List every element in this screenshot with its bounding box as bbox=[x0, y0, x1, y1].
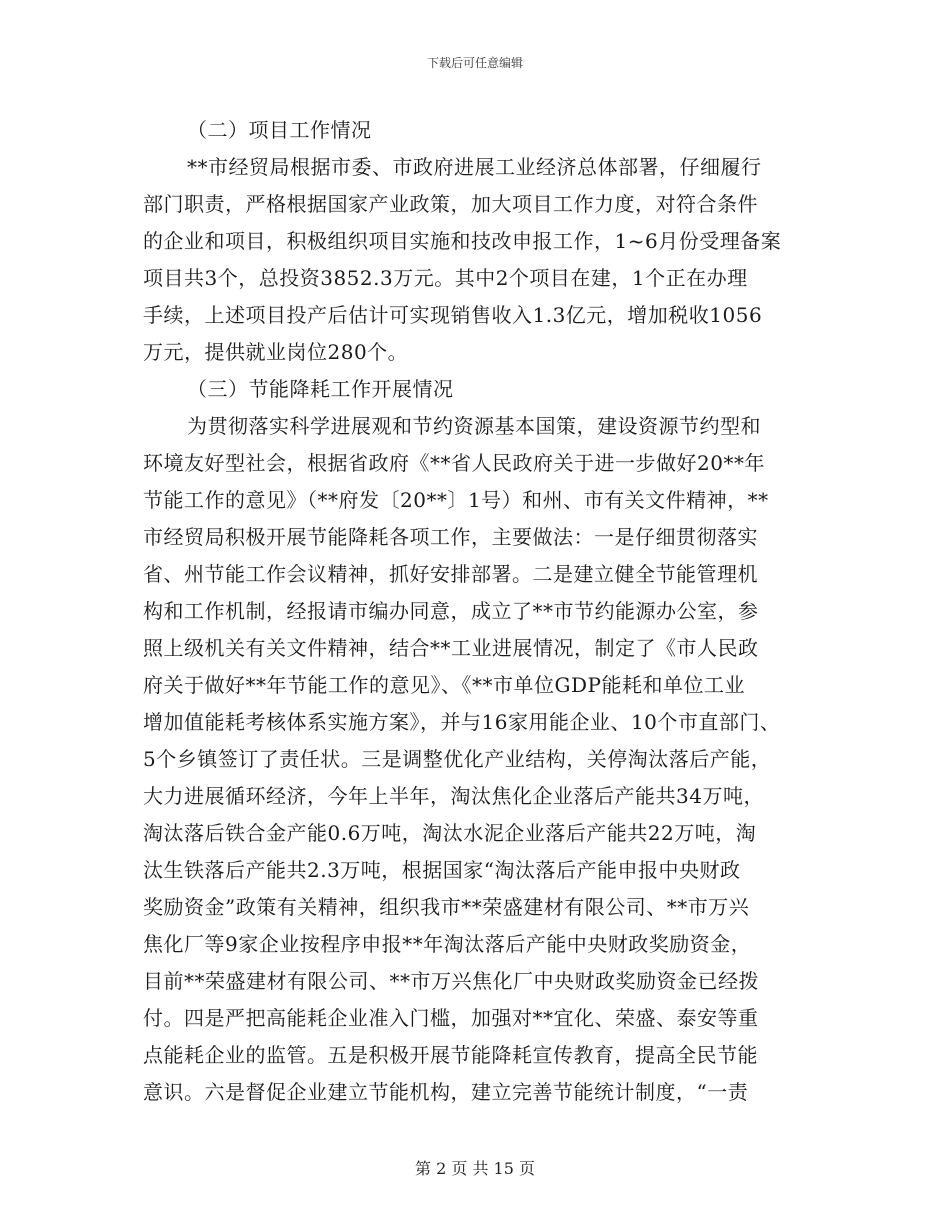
paragraph-line: 意识。六是督促企业建立节能机构，建立完善节能统计制度，“一责 bbox=[143, 1080, 749, 1104]
paragraph-line: 万元，提供就业岗位280个。 bbox=[143, 340, 409, 364]
paragraph-line: 市经贸局积极开展节能降耗各项工作，主要做法：一是仔细贯彻落实 bbox=[143, 525, 758, 549]
paragraph-line: 环境友好型社会，根据省政府《**省人民政府关于进一步做好20**年 bbox=[143, 451, 765, 475]
paragraph-line: **市经贸局根据市委、市政府进展工业经济总体部署，仔细履行 bbox=[187, 155, 762, 179]
paragraph-line: 照上级机关有关文件精神，结合**工业进展情况，制定了《市人民政 bbox=[143, 636, 759, 660]
page-header: 下载后可任意编辑 bbox=[426, 56, 523, 70]
paragraph-line: 节能工作的意见》（**府发〔20**〕1号）和州、市有关文件精神，** bbox=[143, 488, 769, 512]
section-heading-energy: （三）节能降耗工作开展情况 bbox=[187, 377, 454, 401]
page-footer: 第 2 页 共 15 页 bbox=[415, 1159, 535, 1178]
paragraph-line: 府关于做好**年节能工作的意见》、《**市单位GDP能耗和单位工业 bbox=[143, 673, 745, 697]
paragraph-line: 项目共3个，总投资3852.3万元。其中2个项目在建，1个正在办理 bbox=[143, 266, 748, 290]
paragraph-line: 大力进展循环经济，今年上半年，淘汰焦化企业落后产能共34万吨， bbox=[143, 784, 764, 808]
paragraph-line: 5个乡镇签订了责任状。三是调整优化产业结构，关停淘汰落后产能， bbox=[143, 747, 772, 771]
paragraph-line: 付。四是严把高能耗企业准入门槛，加强对**宜化、荣盛、泰安等重 bbox=[143, 1006, 759, 1030]
paragraph-line: 汰生铁落后产能共2.3万吨，根据国家“淘汰落后产能申报中央财政 bbox=[143, 858, 741, 882]
paragraph-line: 点能耗企业的监管。五是积极开展节能降耗宣传教育，提高全民节能 bbox=[143, 1043, 758, 1067]
paragraph-line: 省、州节能工作会议精神，抓好安排部署。二是建立健全节能管理机 bbox=[143, 562, 758, 586]
paragraph-line: 的企业和项目，积极组织项目实施和技改申报工作，1~6月份受理备案 bbox=[143, 229, 782, 253]
paragraph-line: 部门职责，严格根据国家产业政策，加大项目工作力度，对符合条件 bbox=[143, 192, 758, 216]
paragraph-line: 构和工作机制，经报请市编办同意，成立了**市节约能源办公室，参 bbox=[143, 599, 759, 623]
paragraph-line: 增加值能耗考核体系实施方案》，并与16家用能企业、10个市直部门、 bbox=[143, 710, 781, 734]
paragraph-line: 奖励资金”政策有关精神，组织我市**荣盛建材有限公司、**市万兴 bbox=[143, 895, 750, 919]
paragraph-line: 淘汰落后铁合金产能0.6万吨，淘汰水泥企业落后产能共22万吨，淘 bbox=[143, 821, 757, 845]
paragraph-line: 为贯彻落实科学进展观和节约资源基本国策，建设资源节约型和 bbox=[187, 414, 761, 438]
section-heading-projects: （二）项目工作情况 bbox=[187, 118, 372, 142]
paragraph-line: 手续，上述项目投产后估计可实现销售收入1.3亿元，增加税收1056 bbox=[143, 303, 763, 327]
paragraph-line: 焦化厂等9家企业按程序申报**年淘汰落后产能中央财政奖励资金， bbox=[143, 932, 752, 956]
paragraph-line: 目前**荣盛建材有限公司、**市万兴焦化厂中央财政奖励资金已经拨 bbox=[143, 969, 759, 993]
